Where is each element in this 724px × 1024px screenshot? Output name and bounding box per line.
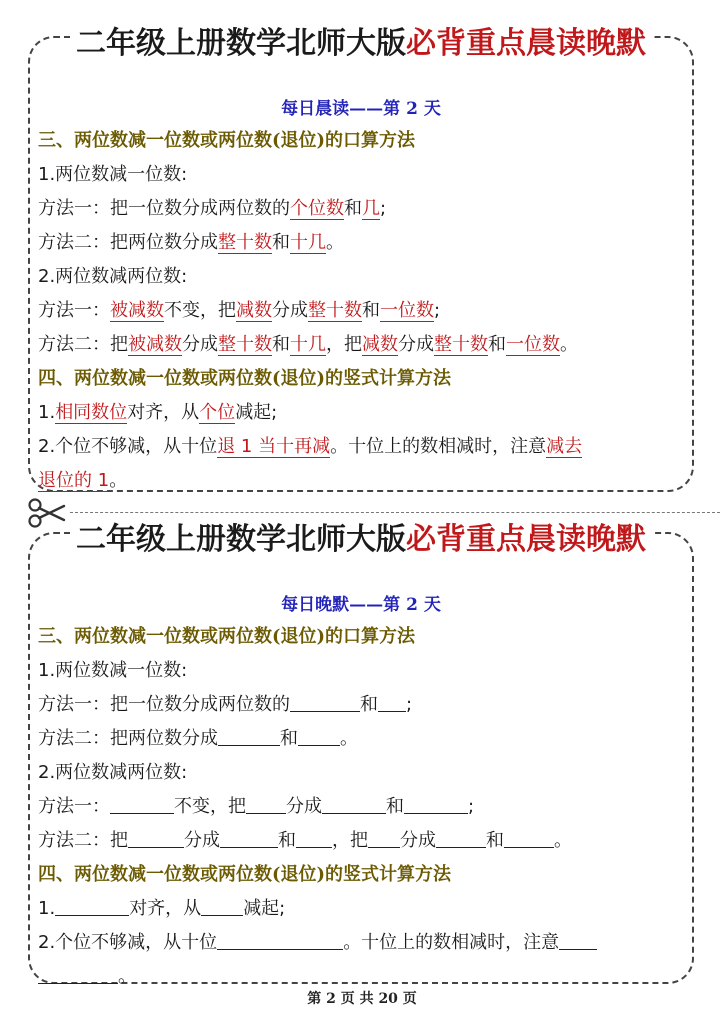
text: 。 (118, 966, 136, 987)
evening-card (28, 522, 694, 987)
text: 和 (488, 334, 506, 355)
text: 分成 (184, 830, 220, 851)
blank[interactable] (559, 929, 597, 950)
text: ，把 (326, 334, 362, 355)
blank[interactable] (404, 793, 468, 814)
text: ; (380, 198, 387, 219)
blank[interactable] (246, 793, 286, 814)
answer: 个位 (199, 402, 236, 423)
evening-content (38, 620, 684, 994)
text: 和 (386, 796, 404, 817)
answer: 个位数 (290, 198, 344, 219)
text: 和 (486, 830, 504, 851)
answer: 一位数 (380, 300, 434, 321)
text: 减起; (243, 898, 286, 919)
answer: 一位数 (506, 334, 560, 355)
text: ; (434, 300, 441, 321)
answer: 十几 (290, 334, 326, 355)
vertical-1-line (38, 892, 684, 926)
answer: 整十数 (218, 334, 272, 355)
text: 2.个位不够减，从十位 (38, 932, 218, 953)
text: 。十位上的数相减时，注意 (343, 932, 560, 953)
text: 不变，把 (174, 796, 246, 817)
blank[interactable] (436, 827, 486, 848)
method-2-line (38, 722, 684, 756)
blank[interactable] (110, 793, 174, 814)
text: 方法二：把两位数分成 (38, 728, 218, 749)
blank[interactable] (217, 929, 343, 950)
text: 分成 (400, 830, 436, 851)
text: 分成 (182, 334, 218, 355)
answer: 减数 (362, 334, 398, 355)
text: 1. (38, 898, 56, 919)
text: ; (406, 694, 413, 715)
section-4-heading: 四、两位数减一位数或两位数(退位)的竖式计算方法 (38, 864, 452, 885)
answer: 相同数位 (55, 402, 128, 423)
text: 。 (109, 470, 128, 491)
blank[interactable] (504, 827, 554, 848)
answer: 被减数 (128, 334, 182, 355)
answer: 被减数 (110, 300, 164, 321)
blank[interactable] (290, 691, 360, 712)
method-3-line (38, 790, 684, 824)
blank[interactable] (128, 827, 184, 848)
text: 和 (344, 198, 362, 219)
text: 和 (278, 830, 296, 851)
title-red: 必背重点晨读晚默 (406, 26, 646, 61)
blank[interactable] (218, 725, 280, 746)
section-3-heading: 三、两位数减一位数或两位数(退位)的口算方法 (38, 130, 416, 151)
page-footer: 第 2 页 共 20 页 (307, 991, 417, 1007)
answer: 退位的 1 (38, 470, 110, 491)
blank[interactable] (220, 827, 278, 848)
text: 。 (340, 728, 358, 749)
blank[interactable] (201, 895, 243, 916)
method-4-line (38, 824, 684, 858)
text: 分成 (272, 300, 308, 321)
text: 方法二：把 (38, 830, 128, 851)
sub-heading-1: 1.两位数减一位数: (38, 164, 188, 185)
answer: 整十数 (434, 334, 488, 355)
text: 和 (272, 232, 290, 253)
text: 2.个位不够减，从十位 (38, 436, 218, 457)
text: 方法二：把 (38, 334, 128, 355)
title-black: 二年级上册数学北师大版 (76, 522, 406, 557)
evening-subtitle: 每日晚默——第 2 天 (281, 595, 441, 615)
text: 减起; (235, 402, 278, 423)
text: 。 (326, 232, 344, 253)
title-black: 二年级上册数学北师大版 (76, 26, 406, 61)
answer: 退 1 当十再减 (217, 436, 331, 457)
morning-content (38, 124, 684, 498)
text: 。 (554, 830, 572, 851)
sub-heading-2: 2.两位数减两位数: (38, 266, 188, 287)
text: 对齐，从 (129, 898, 202, 919)
cut-line (70, 512, 720, 513)
section-4-heading: 四、两位数减一位数或两位数(退位)的竖式计算方法 (38, 368, 452, 389)
text: 不变，把 (164, 300, 236, 321)
text: 和 (272, 334, 290, 355)
section-3-heading: 三、两位数减一位数或两位数(退位)的口算方法 (38, 626, 416, 647)
vertical-2-line (38, 430, 684, 464)
vertical-2-line (38, 926, 684, 960)
page-title (30, 518, 692, 562)
blank[interactable] (368, 827, 400, 848)
blank[interactable] (322, 793, 386, 814)
blank[interactable] (38, 963, 118, 984)
text: 方法一：把一位数分成两位数的 (38, 198, 290, 219)
method-1-line (38, 688, 684, 722)
text: 1. (38, 402, 56, 423)
text: ，把 (332, 830, 368, 851)
morning-card (28, 26, 694, 492)
text: 分成 (398, 334, 434, 355)
method-4-line (38, 328, 684, 362)
text: 方法一：把一位数分成两位数的 (38, 694, 290, 715)
text: 方法二：把两位数分成 (38, 232, 218, 253)
method-3-line (38, 294, 684, 328)
answer: 减数 (236, 300, 272, 321)
morning-subtitle: 每日晨读——第 2 天 (281, 99, 441, 119)
sub-heading-2: 2.两位数减两位数: (38, 762, 188, 783)
text: 分成 (286, 796, 322, 817)
answer: 减去 (546, 436, 583, 457)
text: 和 (360, 694, 378, 715)
sub-heading-1: 1.两位数减一位数: (38, 660, 188, 681)
answer: 十几 (290, 232, 326, 253)
text: ; (468, 796, 475, 817)
text: 对齐，从 (127, 402, 200, 423)
blank[interactable] (298, 725, 340, 746)
text: 。十位上的数相减时，注意 (330, 436, 547, 457)
text: 和 (280, 728, 298, 749)
blank[interactable] (296, 827, 332, 848)
method-1-line (38, 192, 684, 226)
vertical-3-line (38, 464, 684, 498)
method-2-line (38, 226, 684, 260)
title-red: 必背重点晨读晚默 (406, 522, 646, 557)
text: 方法一： (38, 796, 110, 817)
blank[interactable] (55, 895, 129, 916)
text: 。 (560, 334, 578, 355)
answer: 整十数 (218, 232, 272, 253)
blank[interactable] (378, 691, 406, 712)
text: 和 (362, 300, 380, 321)
page-title (30, 22, 692, 66)
text: 方法一： (38, 300, 110, 321)
answer: 几 (362, 198, 380, 219)
answer: 整十数 (308, 300, 362, 321)
vertical-1-line (38, 396, 684, 430)
